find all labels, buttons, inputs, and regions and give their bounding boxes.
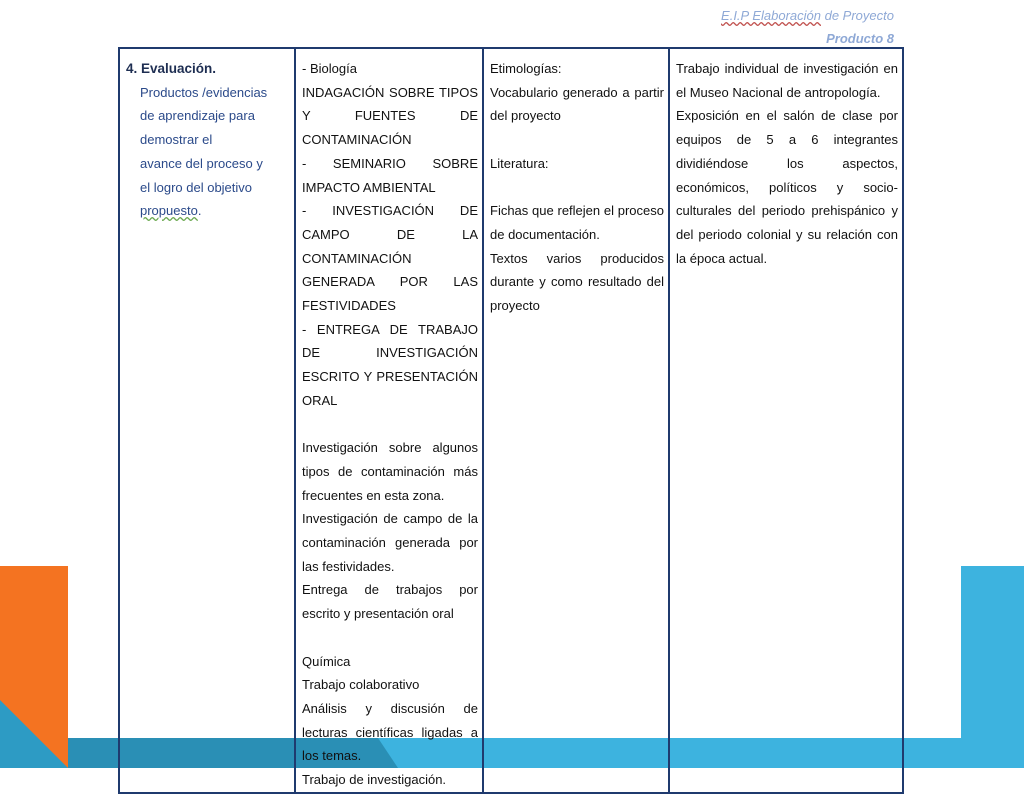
evaluation-line: demostrar el — [140, 132, 213, 148]
evaluation-last-word: propuesto — [140, 203, 198, 219]
header-title-underlined: E.I.P Elaboración — [721, 8, 821, 23]
cell-biology-chemistry — [295, 48, 483, 793]
evaluation-heading: 4. Evaluación. — [126, 61, 217, 76]
text-line: Entrega de trabajos por escrito y presentación oral — [302, 582, 478, 622]
cell-etymology-literature — [483, 48, 669, 793]
table-row — [119, 48, 903, 793]
evaluation-line: avance del proceso y — [140, 155, 263, 171]
blank-line — [302, 626, 478, 650]
text-line: - SEMINARIO SOBRE IMPACTO AMBIENTAL — [302, 155, 478, 195]
teal-corner-triangle — [0, 700, 68, 768]
text-line: Investigación de campo de la contaminación generada por las festividades. — [302, 511, 478, 574]
text-line: Trabajo de investigación. — [302, 772, 447, 788]
text-line: Trabajo individual de investigación en el Museo Nacional de antropología. — [676, 61, 898, 100]
evaluation-line: de aprendizaje para — [140, 108, 255, 124]
text-line: Investigación sobre algunos tipos de contaminación más frecuentes en esta zona. — [302, 440, 478, 503]
evaluation-last-punct: . — [197, 203, 202, 219]
header-title-rest: de Proyecto — [821, 8, 894, 23]
evaluation-table — [118, 47, 904, 794]
evaluation-description — [126, 81, 290, 223]
blank-line — [490, 176, 664, 200]
cell-individual-work — [669, 48, 903, 793]
evaluation-line: Productos /evidencias — [140, 84, 268, 100]
text-line: Trabajo colaborativo — [302, 677, 420, 693]
evaluation-line-last — [140, 199, 290, 223]
text-line: Literatura: — [490, 155, 549, 171]
blank-line — [302, 413, 478, 437]
text-line: - Biología — [302, 61, 357, 76]
text-line: Textos varios producidos durante y como resultado del proyecto — [490, 250, 664, 313]
text-line: Etimologías: — [490, 61, 562, 76]
header-title — [721, 8, 894, 23]
cell-evaluation — [119, 48, 295, 793]
evaluation-line: el logro del objetivo — [140, 179, 253, 195]
text-line: - INVESTIGACIÓN DE CAMPO DE LA CONTAMINACIÓN GENERADA POR LAS FESTIVIDADES — [302, 203, 478, 314]
blank-line — [490, 128, 664, 152]
text-line: INDAGACIÓN SOBRE TIPOS Y FUENTES DE CONTAMINACIÓN — [302, 84, 478, 148]
text-line: Fichas que reflejen el proceso de documentación. — [490, 203, 664, 242]
text-line: - ENTREGA DE TRABAJO DE INVESTIGACIÓN ESCRITO Y PRESENTACIÓN ORAL — [302, 321, 478, 408]
text-line: Exposición en el salón de clase por equipos de 5 a 6 integrantes dividiéndose los aspectos, económicos, políticos y socio-culturales del periodo prehispánico y del periodo colonial y su relación con la época actual. — [676, 108, 898, 266]
text-line: Análisis y discusión de lecturas científicas ligadas a los temas. — [302, 700, 478, 764]
text-line: Química — [302, 653, 351, 669]
header-subtitle: Producto 8 — [826, 31, 894, 46]
text-line: Vocabulario generado a partir del proyecto — [490, 84, 664, 124]
